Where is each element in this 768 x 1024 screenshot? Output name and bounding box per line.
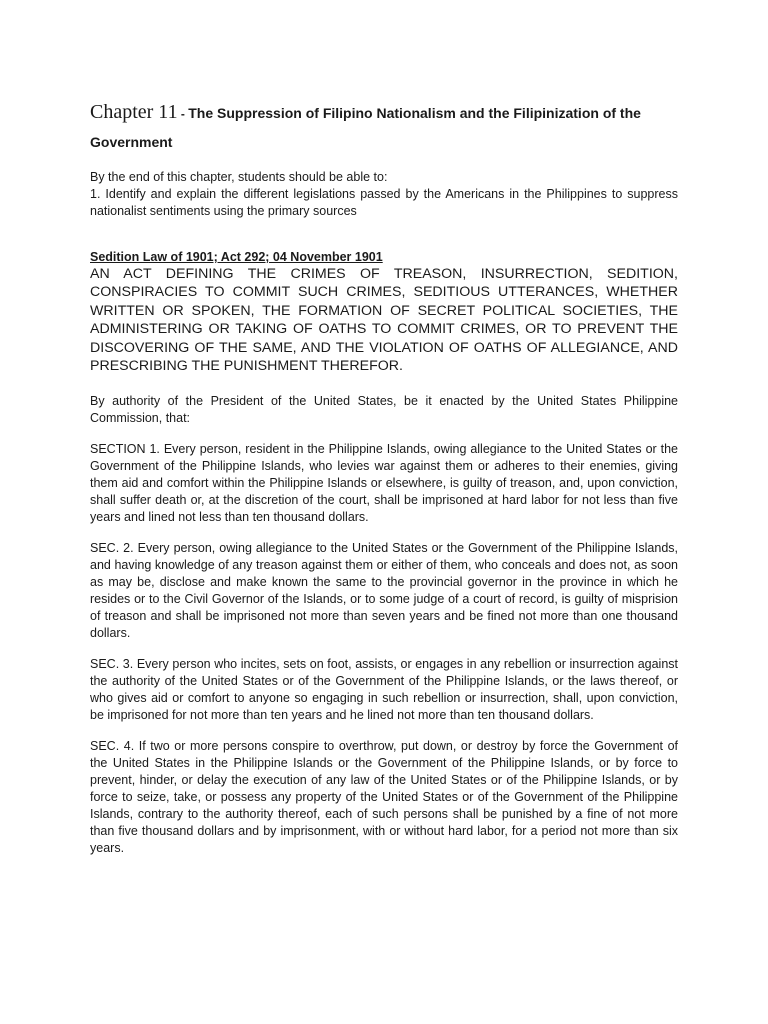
- section-2: SEC. 2. Every person, owing allegiance to the United States or the Government of the Philippine Islands, and having knowledge of any treason against them or either of them, who conceals and does not, as soon as may be, disclose and make known the same to the provincial governor in the province in which he resides or to the Civil Governor of the Islands, or to some judge of a court of record, is guilty of misprision of treason and shall be imprisoned not more than seven years and be fined not more than one thousand dollars.: [90, 541, 678, 641]
- section-4: SEC. 4. If two or more persons conspire to overthrow, put down, or destroy by force the Government of the United States in the Philippine Islands or the Government of the Philippine Islands, or by force to prevent, hinder, or delay the execution of any law of the United States or of the Philippine Islands, or by force to seize, take, or possess any property of the United States or of the Government of the Philippine Islands, contrary to the authority thereof, each of such persons shall be punished by a fine of not more than five thousand dollars and by imprisonment, with or without hard labor, for a period not more than six years.: [90, 739, 678, 856]
- enacting-clause: By authority of the President of the United States, be it enacted by the United States Philippine Commission, that:: [90, 394, 678, 426]
- law-caption: AN ACT DEFINING THE CRIMES OF TREASON, INSURRECTION, SEDITION, CONSPIRACIES TO COMMIT SUCH CRIMES, SEDITIOUS UTTERANCES, WHETHER WRITTEN OR SPOKEN, THE FORMATION OF SECRET POLITICAL SOCIETIES, THE ADMINISTERING OR TAKING OF OATHS TO COMMIT CRIMES, OR TO PREVENT THE DISCOVERING OF THE SAME, AND THE VIOLATION OF OATHS OF ALLEGIANCE, AND PRESCRIBING THE PUNISHMENT THEREFOR.: [90, 266, 678, 375]
- chapter-number: Chapter 11: [90, 101, 178, 123]
- law-heading: Sedition Law of 1901; Act 292; 04 November 1901: [90, 250, 383, 264]
- learning-objectives: [90, 169, 678, 220]
- chapter-title: [90, 96, 678, 153]
- objective-item: 1. Identify and explain the different legislations passed by the Americans in the Philippines to suppress nationalist sentiments using the primary sources: [90, 187, 678, 218]
- section-3: SEC. 3. Every person who incites, sets on foot, assists, or engages in any rebellion or insurrection against the authority of the United States or of the Government of the Philippine Islands, or the laws thereof, or who gives aid or comfort to anyone so engaging in such rebellion or insurrection, shall, upon conviction, be imprisoned for not more than ten years and he lined not more than ten thousand dollars.: [90, 657, 678, 723]
- objectives-intro: By the end of this chapter, students should be able to:: [90, 170, 388, 184]
- section-1: SECTION 1. Every person, resident in the Philippine Islands, owing allegiance to the United States or the Government of the Philippine Islands, who levies war against them or adheres to their enemies, giving them aid and comfort within the Philippine Islands or elsewhere, is guilty of treason, and, upon conviction, shall suffer death or, at the discretion of the court, shall be imprisoned at hard labor for not less than five years and lined not less than ten thousand dollars.: [90, 442, 678, 525]
- chapter-title-text: The Suppression of Filipino Nationalism and the Filipinization of the Government: [90, 105, 641, 150]
- chapter-title-separator: -: [177, 107, 189, 121]
